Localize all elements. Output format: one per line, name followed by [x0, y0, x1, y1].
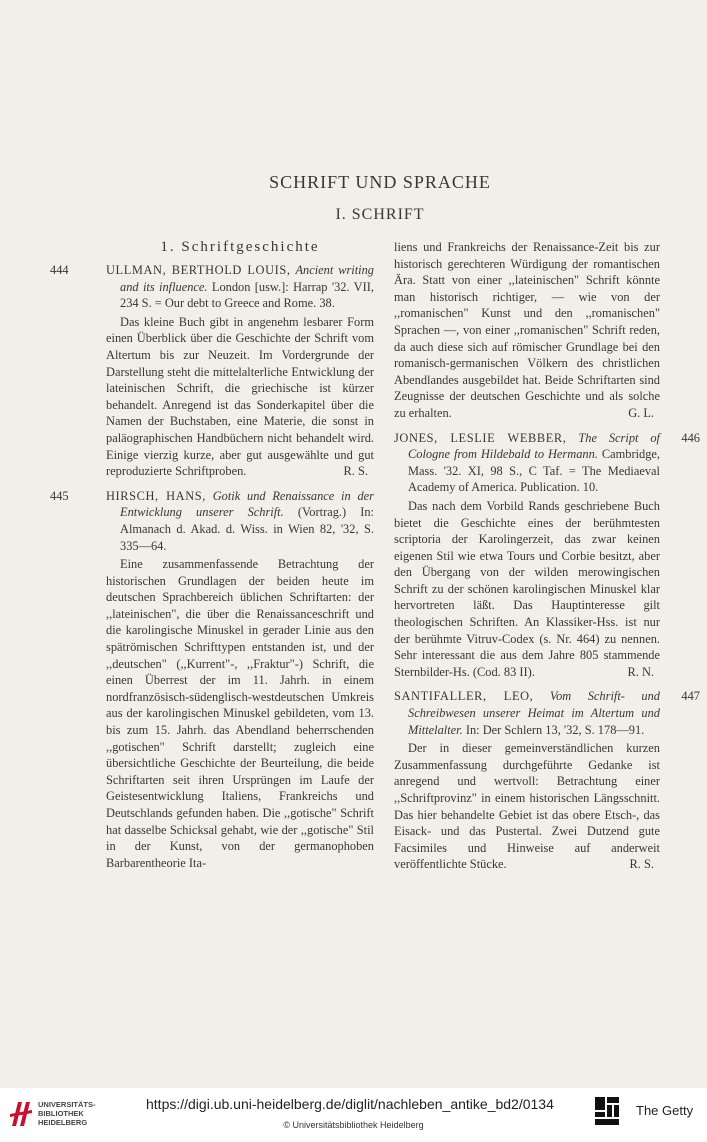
entry-number: 446	[681, 430, 700, 445]
subsection-heading: 1. Schriftgeschichte	[160, 239, 320, 255]
viewer-footer	[0, 1088, 707, 1142]
entry-review-continuation: liens und Frankreichs der Renaissance-Zeit bis zur historisch gerechteren Würdigung der romantischen Ära. Statt von einer ,,lateinischen" Schrift könnte man historisch richtiger, — wie von der ,,romanischen" Kunst und den ,,romanischen" Sprachen —, von einer ,,romanischen" Schrift reden, da auch diese sich auf römischer Grundlage bei den romanisch-germanischen Völkern des christlichen Abendlandes ausgebildet hat. Beide Schriftarten sind Zeugnisse der deutschen Geschichte und als solche zu erhalten.	[394, 240, 660, 420]
entry-citation	[106, 262, 374, 312]
entry-review: Der in dieser gemeinverständlichen kurzen Zusammenfassung durchgeführte Gedanke ist anregend und wertvoll: Betrachtung einer ,,Schriftprovinz" in einem historischen Längsschnitt. Das hier behandelte Gebiet ist das obere Etsch-, das Eisack- und das Pustertal. Zwei Dutzend gute Facsimiles und Hinweise auf anderweit veröffentlichte Stücke.	[394, 741, 660, 872]
right-column	[394, 239, 700, 881]
reviewer-signature: R. S.	[629, 857, 654, 872]
entry-title: Gotik und Renaissance in der Entwicklung unserer Schrift.	[120, 488, 374, 520]
entry-number: 445	[50, 488, 69, 503]
left-column	[50, 238, 374, 879]
entry-author: SANTIFALLER, LEO,	[394, 689, 534, 704]
entry-imprint: Cambridge, Mass. '32. XI, 98 S., C Taf. = The Mediaeval Academy of America. Publication. 10.	[408, 447, 660, 495]
partner-name: The Getty	[636, 1103, 694, 1118]
getty-logo-icon	[594, 1096, 620, 1126]
permalink-url[interactable]: https://digi.ub.uni-heidelberg.de/diglit/nachleben_antike_bd2/0134	[146, 1096, 554, 1112]
entry-review: Das kleine Buch gibt in angenehm lesbarer Form einen Überblick über die Geschichte der Schrift vom Altertum bis zur Neuzeit. Im Vordergrunde der Darstellung steht die mittelalterliche Entwicklung der lateinischen Schrift, die griechische ist kürzer behandelt. Anregend ist das Sonderkapitel über die Namen der Buchstaben, eine Materie, die sonst in paläographischen Handbüchern nicht behandelt wird. Einige vierzig kurze, aber gut ausgewählte und gut reproduzierte Schriftproben.	[106, 314, 374, 479]
reviewer-signature: R. S.	[343, 464, 368, 479]
bibliography-entry	[394, 430, 700, 681]
reviewer-signature: G. L.	[628, 405, 654, 420]
copyright-notice: © Universitätsbibliothek Heidelberg	[283, 1120, 424, 1130]
entry-citation	[394, 430, 660, 496]
entry-imprint: London [usw.]: Harrap '32. VII, 234 S. = Our debt to Greece and Rome. 38.	[120, 279, 374, 311]
entry-title: Vom Schrift- und Schreibwesen unserer Heimat im Altertum und Mittelalter.	[408, 689, 660, 737]
bibliography-entry	[394, 688, 700, 873]
entry-author: ULLMAN, BERTHOLD LOUIS,	[106, 263, 291, 277]
entry-imprint: (Vortrag.) In: Almanach d. Akad. d. Wiss. in Wien 82, '32, S. 335—64.	[120, 505, 374, 553]
library-name: UNIVERSITÄTS- BIBLIOTHEK HEIDELBERG	[38, 1100, 96, 1127]
section-title: I. SCHRIFT	[335, 206, 425, 223]
entry-author: JONES, LESLIE WEBBER,	[394, 430, 567, 445]
reviewer-signature: R. N.	[627, 664, 654, 679]
bibliography-entry	[50, 262, 374, 480]
bibliography-entry-continuation	[394, 239, 660, 422]
entry-number: 447	[681, 689, 700, 704]
entry-review: Das nach dem Vorbild Rands geschriebene Buch bietet die Geschichte eines der berühmtesten scriptoria der Karolingerzeit, das zwar keinen eigenen Stil wie etwa Tours und Corbie besitzt, aber den Übergang von der wilden merowingischen Schrift zu der schönen karolingischen Minuskel klar hervortreten läßt. Das Hauptinteresse gilt theologischen Schriften. An Klassiker-Hss. ist nur der berühmte Vitruv-Codex (s. Nr. 464) zu nennen. Sehr interessant die aus dem Jahre 805 stammende Sternbilder-Hs. (Cod. 83 II).	[394, 498, 660, 679]
entry-citation	[394, 688, 660, 738]
entry-review: Eine zusammenfassende Betrachtung der historischen Grundlagen der beiden heute im deutschen Sprachbereich üblichen Schriftarten: der ,,lateinischen", die über die Renaissanceschrift und die karolingische Minuskel in gerader Linie aus den spätrömischen Schrifttypen entstanden ist, und der ,,deutschen" (,,Kurrent"-, ,,Fraktur"-) Schrift, die einen Überrest der im 11. Jahrh. in einem nordfranzösisch-südenglisch-westdeutschen Umkreis aus der karolingischen Minuskel gebildeten, vom 13. bis zum 15. Jahrh. das Abendland beherrschenden ,,gotischen" Schrift darstellt; zugleich eine übersichtliche Geschichte der Beurteilung, die beide Schriftarten seit ihren Ursprüngen im Laufe der Geistesentwicklung Italiens, Frankreichs und Deutschlands gefunden haben. Die ,,gotische" Schrift hat dasselbe Schicksal gehabt, wie der ,,gotische" Stil in der Kunst, von der germanophoben Barbarentheorie Ita-	[106, 557, 374, 870]
page-title: SCHRIFT UND SPRACHE	[269, 172, 491, 192]
bibliography-entry	[50, 488, 374, 872]
entry-title: The Script of Cologne from Hildebald to Hermann.	[408, 430, 660, 462]
entry-title: Ancient writing and its influence.	[120, 263, 374, 294]
entry-citation	[106, 488, 374, 554]
entry-author: HIRSCH, HANS,	[106, 488, 206, 503]
entry-imprint: In: Der Schlern 13, '32, S. 178—91.	[465, 722, 645, 737]
entry-number: 444	[50, 263, 69, 277]
